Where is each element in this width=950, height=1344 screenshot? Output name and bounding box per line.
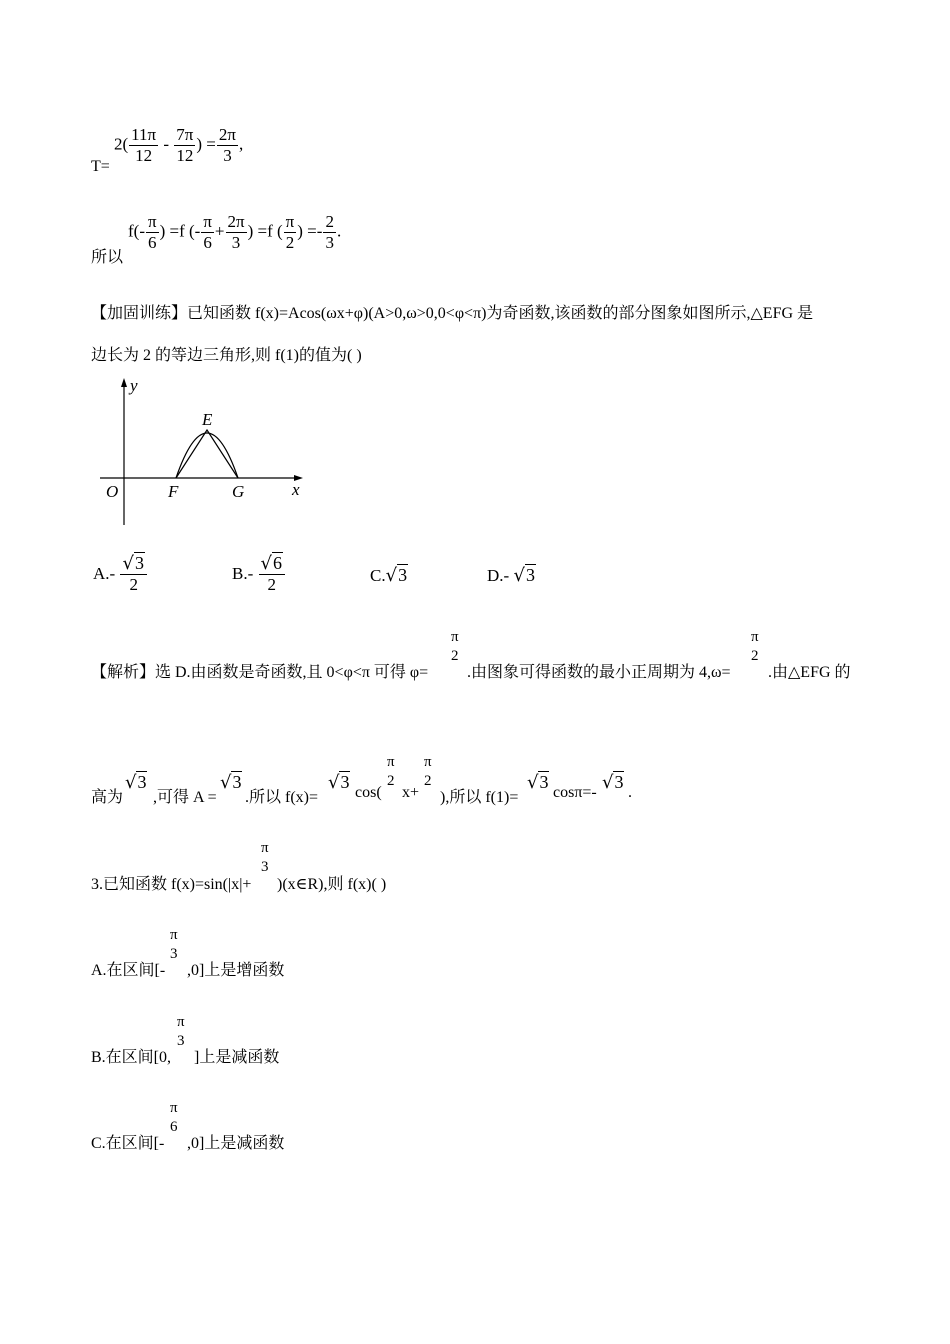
option-b[interactable]: B.- $\frac{√6}{2}$ [232,553,286,595]
sqrt3-result: √3 [602,772,624,793]
sqrt3-f1: √3 [527,772,549,793]
analysis-frac-pi2-b: π 2 [424,754,432,789]
q3-option-a[interactable]: A.在区间[- [91,962,166,979]
function-graph [90,375,315,530]
analysis-line-1b: .由图象可得函数的最小正周期为 4,ω= [467,664,731,681]
analysis-line-2e: x+ [402,784,420,801]
q3-option-b-frac: π 3 [177,1014,185,1049]
eq-t-minus: - [163,134,170,154]
option-c[interactable]: C.√3 [370,565,408,586]
eq-t-formula [114,125,243,166]
frac-2pi-3-b: $\frac{2\pi}{3}$ [227,212,245,252]
frac-pi-2: $\frac{\pi}{2}$ [285,212,295,252]
label-f: F [168,482,179,501]
q3-option-c-frac: π 6 [170,1100,178,1135]
eq-t-end: , [238,134,244,154]
q3-option-b[interactable]: B.在区间[0, [91,1049,172,1066]
sqrt3-height: √3 [125,772,147,793]
label-e: E [202,410,213,429]
q3-option-a-frac: π 3 [170,927,178,962]
frac-2pi-3: $\frac{2\pi}{3}$ [218,125,236,165]
analysis-line-1a: 【解析】选 D.由函数是奇函数,且 0<φ<π 可得 φ= [91,664,429,681]
frac-pi-6-b: $\frac{\pi}{6}$ [203,212,212,252]
analysis-line-2f: ),所以 f(1)= [440,789,519,806]
q3-frac: π 3 [261,840,269,875]
analysis-phi-frac: π 2 [451,629,459,664]
analysis-line-2c: .所以 f(x)= [245,789,319,806]
q3-option-a-tail: ,0]上是增函数 [187,962,285,979]
frac-pi-6-a: $\frac{\pi}{6}$ [147,212,157,252]
q3-option-b-tail: ]上是减函数 [194,1049,280,1066]
q3-text-b: )(x∈R),则 f(x)( ) [277,876,387,893]
label-o: O [106,482,119,501]
eq-f-label: 所以 [91,249,124,266]
y-axis-arrow [121,378,127,387]
cosine-curve [176,433,238,478]
q3-option-c-tail: ,0]上是减函数 [187,1135,285,1152]
analysis-line-1c: .由△EFG 的 [768,664,851,681]
eq-t-mid: ) = [196,134,216,154]
frac-7pi-12: $\frac{7\pi}{12}$ [176,125,194,165]
analysis-frac-pi2-a: π 2 [387,754,395,789]
analysis-omega-frac: π 2 [751,629,759,664]
label-g: G [232,482,245,501]
sqrt3-fx: √3 [328,772,350,793]
frac-11pi-12: $\frac{11\pi}{12}$ [131,125,157,165]
analysis-line-2h: . [628,784,632,801]
option-a[interactable]: A.- $\frac{√3}{2}$ [93,553,148,595]
practice-line-2: 边长为 2 的等边三角形,则 f(1)的值为( ) [91,347,362,364]
eq-f-formula: f(- $\frac{\pi}{6}$ ) =f (- $\frac{\pi}{6}$ + $\frac{2\pi}{3}$ ) =f ( $\frac{\pi}{2}$ ) =- $\frac{2}{3}$ . [128,212,342,252]
analysis-line-2d: cos( [355,784,382,801]
analysis-line-2a: 高为 [91,789,124,806]
eq-t-label: T= [91,158,110,175]
practice-line-1: 【加固训练】已知函数 f(x)=Acos(ωx+φ)(A>0,ω>0,0<φ<π)为奇函数,该函数的部分图象如图所示,△EFG 是 [91,305,814,322]
sqrt3-a: √3 [220,772,242,793]
q3-text-a: 3.已知函数 f(x)=sin(|x|+ [91,876,252,893]
frac-2-3: $\frac{2}{3}$ [325,212,334,252]
q3-option-c[interactable]: C.在区间[- [91,1135,165,1152]
label-y: y [130,376,138,395]
analysis-line-2b: ,可得 A = [153,789,217,806]
option-d[interactable]: D.- √3 [487,565,535,586]
analysis-line-2g: cosπ=- [553,784,597,801]
label-x: x [292,480,300,499]
eq-t-coef: 2( [114,134,129,154]
